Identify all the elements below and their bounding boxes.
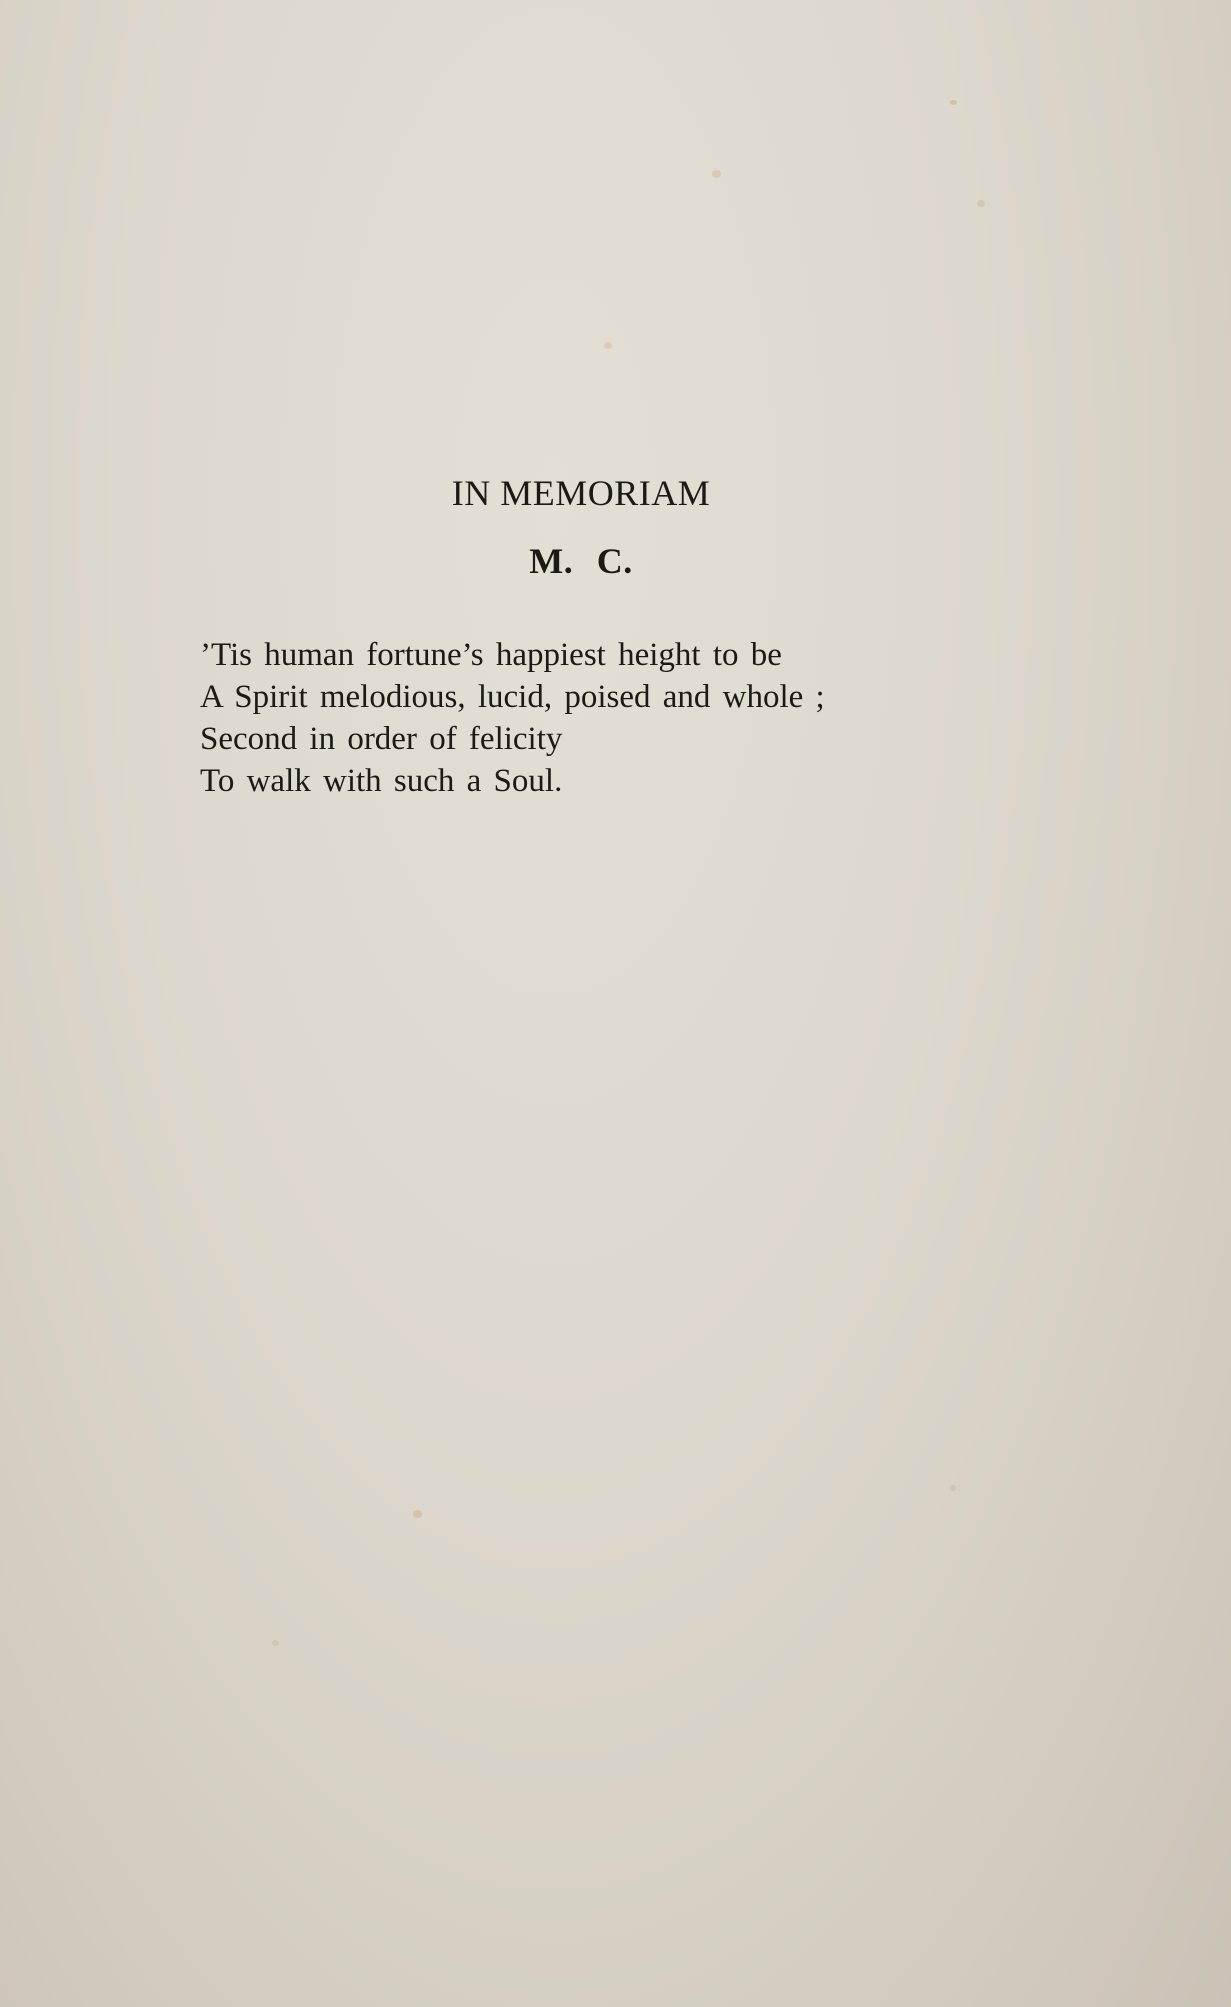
foxing-spot (950, 1485, 956, 1491)
foxing-spot (712, 170, 721, 178)
poem-line: Second in order of felicity (200, 721, 563, 757)
foxing-spot (977, 200, 985, 207)
poem-stanza (200, 634, 1080, 802)
foxing-spot (413, 1510, 422, 1518)
poem-line: ’Tis human fortune’s happiest height to be (200, 637, 782, 673)
foxing-spot (272, 1640, 279, 1646)
foxing-spot (604, 342, 612, 349)
dedication-initials: M. C. (529, 541, 633, 581)
foxing-spot (950, 100, 957, 105)
poem-line: A Spirit melodious, lucid, poised and whole ; (200, 679, 825, 715)
poem-line: To walk with such a Soul. (200, 763, 563, 799)
dedication-title: IN MEMORIAM (451, 473, 711, 513)
